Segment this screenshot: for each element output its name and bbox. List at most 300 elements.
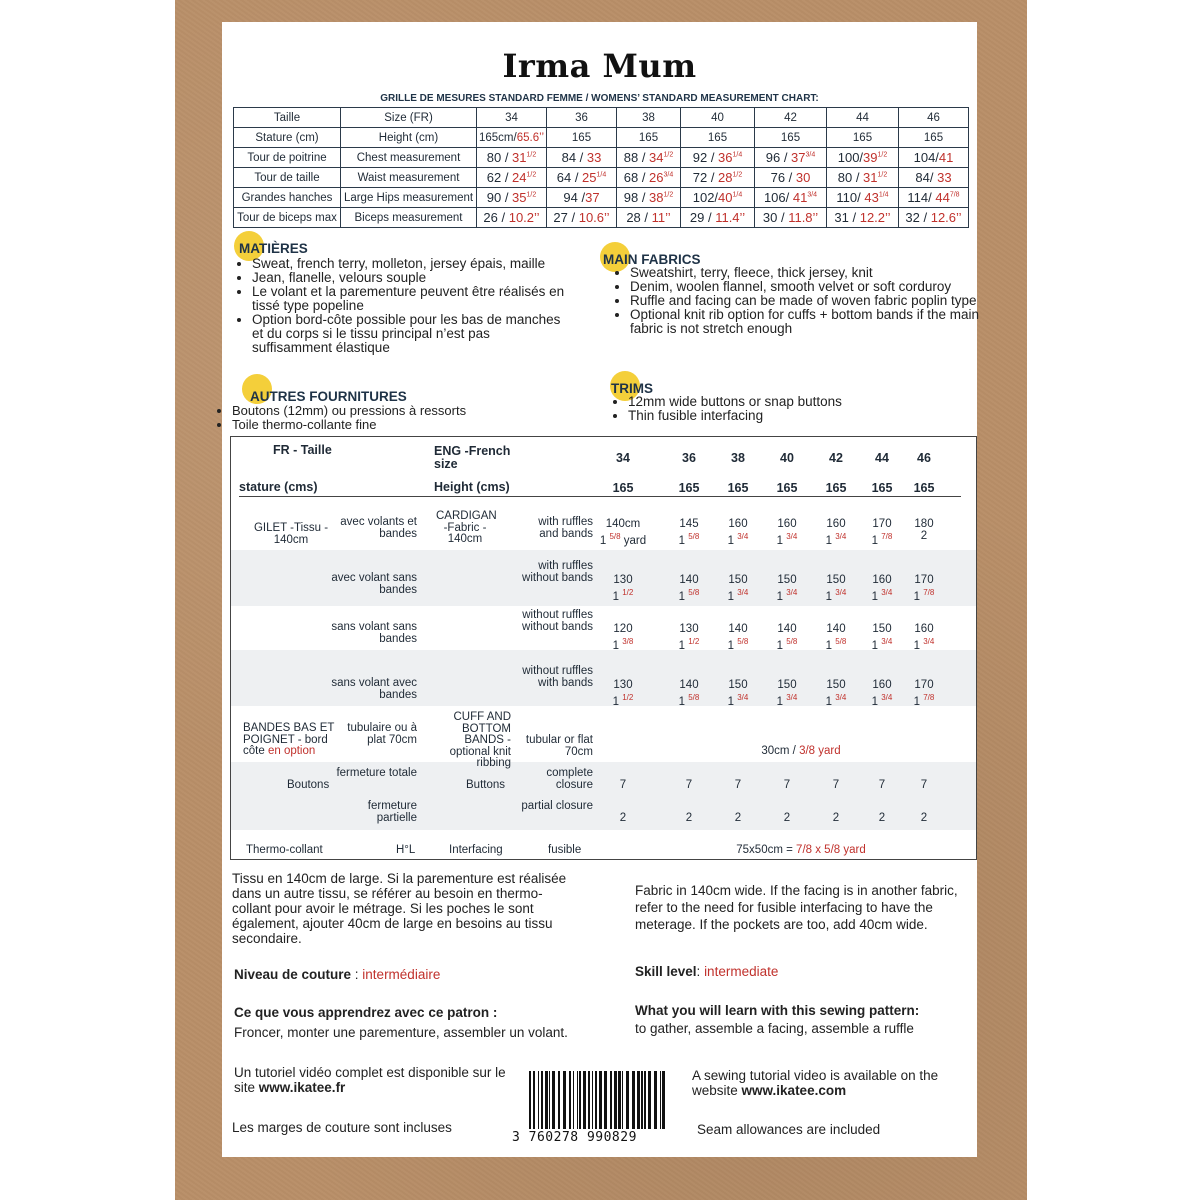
button-count: 7 [734, 779, 742, 791]
fraction: 1/2 [526, 151, 537, 159]
fabric-cm: 160 [777, 518, 797, 530]
barcode-bar [614, 1071, 617, 1129]
fraction: 7/8 [923, 693, 935, 702]
header-divider [239, 496, 961, 497]
fabric-yard: 1 $^{3/4}$ [871, 588, 893, 603]
size-value: 46 [917, 451, 931, 465]
inch-value: $36^{1/4}$ [718, 150, 743, 165]
material-item-fr: • Le volant et la parementure peuvent être réalisés en tissé type popeline [252, 285, 567, 313]
barcode-bar [538, 1071, 539, 1129]
fr-size-header: FR - Taille [273, 443, 332, 457]
barcode-bar [569, 1071, 571, 1129]
fabric-yard: 1 $^{3/4}$ [727, 693, 749, 708]
row-label-fr: Tour de biceps max [234, 208, 341, 228]
measurement-cell: 32 / 12.6’’ [899, 208, 969, 228]
fraction: 3/4 [737, 588, 749, 597]
barcode-bar [604, 1071, 607, 1129]
inch-value: $26^{3/4}$ [649, 170, 674, 185]
pattern-back-sheet [222, 22, 980, 1157]
barcode-bar [622, 1071, 623, 1129]
barcode-bar [654, 1071, 657, 1129]
barcode-bar [599, 1071, 602, 1129]
measurement-cell: $80 / 31^{1/2}$ [477, 148, 547, 168]
fabric-note-fr: Tissu en 140cm de large. Si la parementure est réalisée dans un autre tissu, se référer au besoin en thermo-collant pour avoir le métrage. Si les poches le sont également, ajouter 40cm de large en besoins au tissu secondaire. [232, 871, 567, 946]
interfacing-fr-sub: H°L [396, 844, 416, 856]
measurement-cell: 114/ $44^{7/8}$ [899, 188, 969, 208]
fraction: 5/8 [786, 637, 798, 646]
barcode-bar [588, 1071, 590, 1129]
trims-fr-heading: AUTRES FOURNITURES [250, 389, 407, 404]
inch-value: $31^{1/2}$ [512, 150, 537, 165]
fabric-cm: 130 [679, 623, 699, 635]
fabric-yard: 1 $^{3/4}$ [727, 532, 749, 547]
learn-heading-fr: Ce que vous apprendrez avec ce patron : [234, 1005, 498, 1020]
fabric-yard: 1 $^{1/2}$ [612, 693, 634, 708]
fraction: 3/4 [835, 532, 847, 541]
fabric-yard: 1 $^{3/4}$ [871, 693, 893, 708]
measurement-table [233, 107, 969, 228]
fabric-yard: 1 $^{7/8}$ [913, 588, 935, 603]
option-fr: sans volant sans bandes [331, 621, 417, 645]
buttons-en-label: Buttons [466, 779, 505, 791]
fabric-yard: 1 $^{3/4}$ [825, 693, 847, 708]
inch-value: 10.6’’ [578, 210, 610, 225]
button-count: 7 [619, 779, 627, 791]
measurement-cell: 165 [755, 128, 827, 148]
measurement-row [234, 128, 969, 148]
fabric-cm: 145 [679, 518, 699, 530]
learn-heading-en: What you will learn with this sewing pattern: [635, 1003, 920, 1018]
fraction: 5/8 [835, 637, 847, 646]
fabric-cm: 170 [872, 518, 892, 530]
barcode-bar [632, 1071, 635, 1129]
measurement-cell: 44 [827, 108, 899, 128]
fabric-cm: 150 [826, 574, 846, 586]
material-item-en: • Ruffle and facing can be made of woven fabric poplin type [630, 294, 990, 308]
trims-en-list [598, 395, 988, 423]
inch-value: 11.8’’ [788, 210, 819, 225]
barcode-bar [595, 1071, 597, 1129]
fraction: 5/8 [688, 693, 700, 702]
fraction: 1/2 [663, 191, 674, 199]
row-label-fr: Tour de taille [234, 168, 341, 188]
row-label-en: Waist measurement [341, 168, 477, 188]
trims-en-heading: TRIMS [611, 381, 653, 396]
fabric-cm: 170 [914, 679, 934, 691]
barcode-bar [549, 1071, 550, 1129]
closure-fr: fermeture totale [336, 767, 417, 779]
measurement-cell: 29 / 11.4’’ [681, 208, 755, 228]
inch-value: $35^{1/2}$ [512, 190, 537, 205]
measurement-row [234, 168, 969, 188]
option-fr: avec volants et bandes [340, 516, 417, 540]
measurement-cell: 94 /37 [547, 188, 617, 208]
button-count: 2 [783, 812, 791, 824]
skill-level-fr: Niveau de couture : intermédiaire [234, 967, 441, 982]
fabric-cm: 160 [826, 518, 846, 530]
fraction: 3/4 [881, 588, 893, 597]
measurement-cell: 26 / 10.2’’ [477, 208, 547, 228]
fabric-yard: 1 $^{5/8}$ [678, 588, 700, 603]
measurement-cell: $62 / 24^{1/2}$ [477, 168, 547, 188]
measurement-cell: 165 [681, 128, 755, 148]
barcode-bar [644, 1071, 646, 1129]
inch-value: 33 [937, 170, 952, 185]
measurement-cell: $102/40^{1/4}$ [681, 188, 755, 208]
fabric-yard: 1 $^{5/8}$ [727, 637, 749, 652]
fraction: 1/2 [688, 637, 700, 646]
measurement-cell: 42 [755, 108, 827, 128]
fraction: 1/2 [526, 171, 537, 179]
barcode-bar [662, 1071, 665, 1129]
fabric-cm: 150 [777, 574, 797, 586]
inch-value: $24^{1/2}$ [512, 170, 537, 185]
measurement-cell: $92 / 36^{1/4}$ [681, 148, 755, 168]
measurement-cell: $68 / 26^{3/4}$ [617, 168, 681, 188]
measurement-cell: 36 [547, 108, 617, 128]
interfacing-en-label: Interfacing [449, 844, 503, 856]
bands-fr-sub: tubulaire ou à plat 70cm [347, 722, 417, 746]
fabric-cm: 130 [613, 679, 633, 691]
skill-level-en: Skill level: intermediate [635, 964, 779, 979]
interfacing-en-sub: fusible [548, 844, 582, 856]
measurement-cell: $98 / 38^{1/2}$ [617, 188, 681, 208]
fraction: 3/8 [622, 637, 634, 646]
measurement-cell: 165 [547, 128, 617, 148]
barcode-bar [541, 1071, 543, 1129]
height-value: 165 [913, 481, 935, 495]
bands-fr-label [243, 723, 338, 758]
button-count: 2 [734, 812, 742, 824]
measurement-cell: 38 [617, 108, 681, 128]
fraction: 7/8 [881, 532, 893, 541]
inch-value: $40^{1/4}$ [718, 190, 743, 205]
button-count: 2 [685, 812, 693, 824]
material-item-fr: • Option bord-côte possible pour les bas de manches et du corps si le tissu principal n’est pas suffisamment élastique [252, 313, 567, 355]
inch-value: $28^{1/2}$ [718, 170, 743, 185]
size-value: 36 [682, 451, 696, 465]
size-value: 34 [616, 451, 630, 465]
inch-value: 11.4’’ [715, 210, 746, 225]
inch-value: 12.2’’ [859, 210, 891, 225]
barcode-bar [545, 1071, 548, 1129]
barcode-bar [592, 1071, 593, 1129]
fr-height-header: stature (cms) [239, 480, 318, 494]
fabric-yard: 1 $^{3/4}$ [727, 588, 749, 603]
trim-item-fr: • Toile thermo-collante fine [232, 418, 562, 432]
bands-value [611, 746, 991, 758]
fabric-cm: 160 [872, 679, 892, 691]
measurement-cell: 40 [681, 108, 755, 128]
button-count: 2 [832, 812, 840, 824]
fabric-cm: 140 [679, 574, 699, 586]
barcode-bar [641, 1071, 643, 1129]
barcode-bar [552, 1071, 555, 1129]
fraction: 1/2 [877, 151, 888, 159]
cardigan-en-label: CARDIGAN -Fabric - 140cm [436, 510, 497, 545]
measurement-cell: 165 [899, 128, 969, 148]
skill-label-en: Skill level [635, 964, 697, 979]
size-value: 44 [875, 451, 889, 465]
measurement-cell: 34 [477, 108, 547, 128]
fabric-yard: 1 $^{3/4}$ [776, 693, 798, 708]
row-label-en: Large Hips measurement [341, 188, 477, 208]
fabric-yard: 1 $^{7/8}$ [913, 693, 935, 708]
materials-en-heading: MAIN FABRICS [603, 252, 701, 267]
bands-value-yard: 3/8 yard [799, 745, 841, 757]
bands-fr-text: BANDES BAS ET POIGNET - bord côte [243, 722, 335, 757]
barcode-bar [618, 1071, 621, 1129]
button-count: 7 [832, 779, 840, 791]
fabric-yard: 1 $^{3/8}$ [612, 637, 634, 652]
fabric-yard: 1 $^{3/4}$ [871, 637, 893, 652]
measurement-cell: $88 / 34^{1/2}$ [617, 148, 681, 168]
button-count: 7 [685, 779, 693, 791]
fraction: 1/2 [732, 171, 743, 179]
fraction: 3/4 [923, 637, 935, 646]
interfacing-fr-label: Thermo-collant [246, 844, 323, 856]
button-count: 2 [619, 812, 627, 824]
barcode-bar [573, 1071, 574, 1129]
measurement-chart-subtitle: GRILLE DE MESURES STANDARD FEMME / WOMENS’ STANDARD MEASUREMENT CHART: [380, 93, 819, 104]
row-label-en: Chest measurement [341, 148, 477, 168]
en-size-header: ENG -French size [434, 444, 511, 471]
closure-fr: fermeture partielle [367, 800, 417, 824]
row-label-fr: Tour de poitrine [234, 148, 341, 168]
inch-value: $41^{3/4}$ [792, 190, 818, 205]
measurement-cell: 28 / 11’’ [617, 208, 681, 228]
size-value: 38 [731, 451, 745, 465]
fabric-yard: 1 $^{3/4}$ [825, 588, 847, 603]
materials-en-list [600, 266, 990, 336]
measurement-cell: 110/ $43^{1/4}$ [827, 188, 899, 208]
fabric-yard: 1 $^{3/4}$ [776, 588, 798, 603]
fabric-cm: 130 [613, 574, 633, 586]
measurement-cell: $96 / 37^{3/4}$ [755, 148, 827, 168]
fabric-yard: 1 $^{3/4}$ [913, 637, 935, 652]
fraction: 3/4 [881, 693, 893, 702]
material-item-en: • Sweatshirt, terry, fleece, thick jersey, knit [630, 266, 990, 280]
trims-fr-list [202, 404, 562, 432]
fabric-requirements-table [230, 436, 977, 860]
barcode-bar [648, 1071, 651, 1129]
fraction: 3/4 [786, 588, 798, 597]
fraction: 5/8 [609, 532, 621, 541]
fabric-cm: 150 [728, 679, 748, 691]
height-value: 165 [678, 481, 700, 495]
barcode-number: 3 760278 990829 [512, 1130, 637, 1145]
fabric-note-en: Fabric in 140cm wide. If the facing is in another fabric, refer to the need for fusible interfacing to have the meterage. If the pockets are too, add 40cm wide. [635, 883, 958, 932]
barcode-bar [660, 1071, 661, 1129]
size-value: 42 [829, 451, 843, 465]
button-count: 7 [783, 779, 791, 791]
fabric-cm: 170 [914, 574, 934, 586]
barcode-bar [579, 1071, 581, 1129]
pattern-title: Irma Mum [502, 47, 697, 85]
fabric-cm: 150 [728, 574, 748, 586]
skill-value-fr: intermédiaire [362, 967, 441, 982]
inch-value: $37^{3/4}$ [791, 150, 816, 165]
button-count: 7 [920, 779, 928, 791]
barcode-bar [577, 1071, 578, 1129]
button-count: 2 [878, 812, 886, 824]
measurement-cell: $80 / 31^{1/2}$ [827, 168, 899, 188]
inch-value: 65.6’’ [516, 131, 545, 144]
fabric-cm: 180 [914, 518, 934, 530]
option-fr: avec volant sans bandes [331, 572, 417, 596]
fabric-cm: 140 [777, 623, 797, 635]
fabric-cm: 140 [679, 679, 699, 691]
inch-value: $38^{1/2}$ [649, 190, 674, 205]
measurement-row [234, 188, 969, 208]
fabric-yard: 2 [920, 530, 928, 542]
buttons-fr-label: Boutons [287, 779, 330, 791]
fabric-cm: 150 [872, 623, 892, 635]
measurement-cell: $100/39^{1/2}$ [827, 148, 899, 168]
fabric-cm: 160 [872, 574, 892, 586]
height-value: 165 [776, 481, 798, 495]
fraction: 3/4 [835, 588, 847, 597]
fabric-cm: 150 [777, 679, 797, 691]
fraction: 3/4 [805, 151, 816, 159]
interfacing-value-cm: 75x50cm = [736, 844, 793, 856]
video-en [692, 1068, 972, 1098]
inch-value: 10.2’’ [508, 210, 540, 225]
fabric-yard: 1 $^{3/4}$ [825, 532, 847, 547]
trim-item-fr: • Boutons (12mm) ou pressions à ressorts [232, 404, 562, 418]
measurement-cell: 165 [827, 128, 899, 148]
fraction: 3/4 [881, 637, 893, 646]
measurement-cell: 27 / 10.6’’ [547, 208, 617, 228]
fabric-yard: 1 $^{3/4}$ [776, 532, 798, 547]
row-label-fr: Stature (cm) [234, 128, 341, 148]
row-label-en: Height (cm) [341, 128, 477, 148]
fabric-cm: 150 [826, 679, 846, 691]
materials-fr-list [222, 257, 567, 355]
measurement-row [234, 108, 969, 128]
fabric-yard: 1 $^{5/8}$ [825, 637, 847, 652]
site-link-fr[interactable]: www.ikatee.fr [258, 1080, 346, 1095]
inch-value: 37 [585, 190, 600, 205]
row-label-fr: Grandes hanches [234, 188, 341, 208]
inch-value: $25^{1/4}$ [582, 170, 607, 185]
measurement-cell: 104/41 [899, 148, 969, 168]
fabric-cm: 140 [728, 623, 748, 635]
measurement-cell: 30 / 11.8’’ [755, 208, 827, 228]
option-en: without ruffles without bands [522, 609, 593, 633]
fraction: 1/4 [878, 191, 889, 199]
fraction: 1/2 [877, 171, 888, 179]
skill-value-en: intermediate [704, 964, 779, 979]
fraction: 1/2 [526, 191, 537, 199]
fraction: 5/8 [688, 588, 700, 597]
bands-en-label: CUFF AND BOTTOM BANDS - optional knit ribbing [449, 711, 511, 769]
inch-value: $31^{1/2}$ [863, 170, 888, 185]
inch-value: 11’’ [651, 210, 671, 225]
fraction: 3/4 [663, 171, 674, 179]
fabric-yard: 1 $^{5/8}$ [678, 532, 700, 547]
barcode-bar [558, 1071, 560, 1129]
fabric-yard: 1 $^{7/8}$ [871, 532, 893, 547]
fabric-cm: 140 [826, 623, 846, 635]
button-count: 7 [878, 779, 886, 791]
measurement-row [234, 208, 969, 228]
measurement-cell: 76 / 30 [755, 168, 827, 188]
video-text-fr: Un tutoriel vidéo complet est disponible sur le site [234, 1065, 506, 1095]
measurement-cell: 84 / 33 [547, 148, 617, 168]
row-label-en: Biceps measurement [341, 208, 477, 228]
fraction: 3/4 [786, 693, 798, 702]
fraction: 1/4 [596, 171, 607, 179]
fabric-cm: 120 [613, 623, 633, 635]
fabric-yard: 1 $^{1/2}$ [612, 588, 634, 603]
inch-value: $34^{1/2}$ [649, 150, 674, 165]
inch-value: $44^{7/8}$ [935, 190, 960, 205]
fabric-yard: 1 $^{1/2}$ [678, 637, 700, 652]
fraction: 3/4 [737, 693, 749, 702]
height-value: 165 [612, 481, 634, 495]
bands-en-sub: tubular or flat 70cm [525, 734, 593, 758]
measurement-cell: 165 [617, 128, 681, 148]
size-value: 40 [780, 451, 794, 465]
fraction: 1/2 [663, 151, 674, 159]
learn-text-fr: Froncer, monter une parementure, assembler un volant. [234, 1025, 568, 1040]
inch-value: 33 [586, 150, 602, 165]
fraction: 3/4 [786, 532, 798, 541]
barcode [527, 1071, 667, 1133]
barcode-bar [529, 1071, 531, 1129]
bands-fr-option: en option [267, 745, 316, 757]
fabric-yard: 1 $^{5/8}$ [776, 637, 798, 652]
barcode-bar [626, 1071, 629, 1129]
fraction: 1/2 [622, 693, 634, 702]
row-label-en: Size (FR) [341, 108, 477, 128]
skill-label-fr: Niveau de couture [234, 967, 352, 982]
closure-en: complete closure [546, 767, 593, 791]
fabric-cm: 140cm [605, 518, 641, 530]
barcode-bar [563, 1071, 566, 1129]
trim-item-en: • Thin fusible interfacing [628, 409, 988, 423]
fraction: 3/4 [835, 693, 847, 702]
measurement-cell: 84/ 33 [899, 168, 969, 188]
inch-value: 41 [938, 150, 954, 165]
video-text-en: A sewing tutorial video is available on the website [692, 1068, 939, 1098]
video-fr [234, 1065, 524, 1095]
height-value: 165 [825, 481, 847, 495]
measurement-cell: 106/ $41^{3/4}$ [755, 188, 827, 208]
barcode-bar [637, 1071, 640, 1129]
fabric-cm: 160 [728, 518, 748, 530]
site-link-en[interactable]: www.ikatee.com [741, 1083, 847, 1098]
height-value: 165 [871, 481, 893, 495]
barcode-bar [533, 1071, 535, 1129]
measurement-cell: $64 / 25^{1/4}$ [547, 168, 617, 188]
fabric-cm: 160 [914, 623, 934, 635]
option-en: with ruffles without bands [522, 560, 593, 584]
interfacing-value [611, 845, 991, 857]
fraction: 1/2 [622, 588, 634, 597]
fraction: 3/4 [807, 191, 818, 199]
materials-fr-heading: MATIÈRES [239, 241, 308, 256]
closure-en: partial closure [521, 800, 593, 812]
measurement-cell: 31 / 12.2’’ [827, 208, 899, 228]
measurement-cell: $90 / 35^{1/2}$ [477, 188, 547, 208]
material-item-fr: • Sweat, french terry, molleton, jersey épais, maille [252, 257, 567, 271]
inch-value: 30 [795, 170, 811, 185]
gilet-fr-label: GILET -Tissu - 140cm [253, 522, 329, 546]
inch-value: $39^{1/2}$ [863, 150, 888, 165]
button-count: 2 [920, 812, 928, 824]
